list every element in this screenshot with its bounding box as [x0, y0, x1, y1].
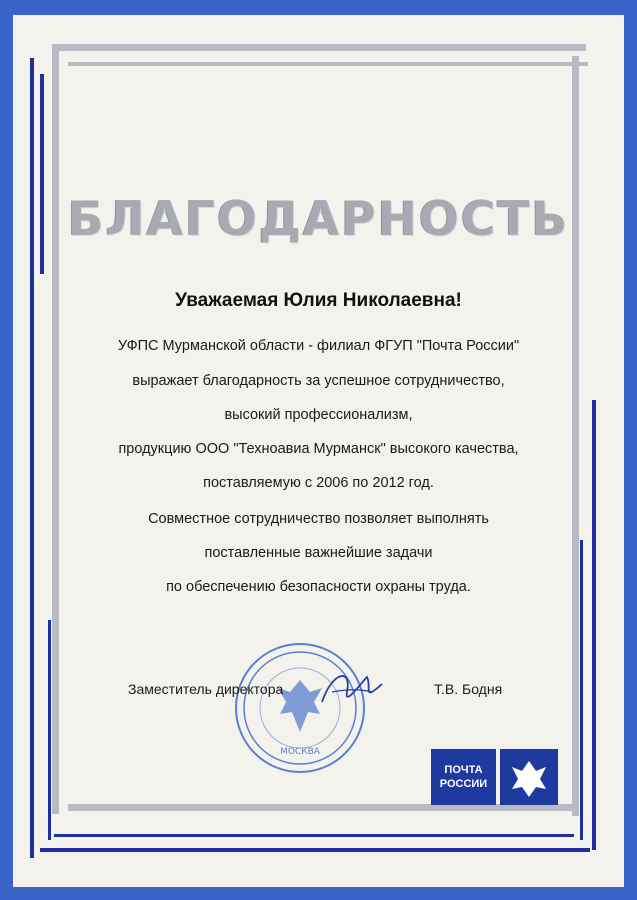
- logo-line1: ПОЧТА: [444, 764, 483, 776]
- frame-right-blue: [592, 400, 596, 850]
- logo-line2: РОССИИ: [439, 778, 488, 790]
- signature: [312, 662, 392, 722]
- body-line: УФПС Мурманской области - филиал ФГУП "Почта России": [117, 338, 520, 354]
- frame-bottom-blue: [40, 848, 590, 852]
- greeting: Уважаемая Юлия Николаевна!: [175, 290, 462, 311]
- body-line: поставляемую с 2006 по 2012 год.: [203, 475, 434, 491]
- frame-left-blue: [30, 58, 34, 858]
- frame-bottom-blue-2: [54, 834, 574, 837]
- body-line: Совместное сотрудничество позволяет выполнять: [148, 511, 489, 527]
- frame-right-grey: [572, 56, 579, 816]
- frame-left-grey: [52, 44, 59, 814]
- frame-bottom-grey: [68, 804, 578, 811]
- frame-top-grey: [52, 44, 586, 51]
- signatory-name: Т.В. Бодня: [434, 681, 503, 697]
- frame-inner-top-grey: [68, 62, 588, 66]
- body-line: поставленные важнейшие задачи: [204, 545, 433, 561]
- stamp-city: МОСКВА: [280, 747, 320, 757]
- russian-post-logo: [431, 749, 496, 805]
- body-line: продукцию ООО "Техноавиа Мурманск" высокого качества,: [118, 441, 519, 457]
- russian-post-emblem: [500, 749, 558, 805]
- page-title: БЛАГОДАРНОСТЬ: [67, 192, 570, 247]
- body-line: по обеспечению безопасности охраны труда.: [166, 579, 471, 595]
- body-line: выражает благодарность за успешное сотрудничество,: [132, 373, 505, 389]
- signatory-position: Заместитель директора: [128, 681, 284, 697]
- frame-left-blue-2: [48, 620, 51, 840]
- eagle-icon: [500, 749, 558, 805]
- body-line: высокий профессионализм,: [224, 407, 413, 423]
